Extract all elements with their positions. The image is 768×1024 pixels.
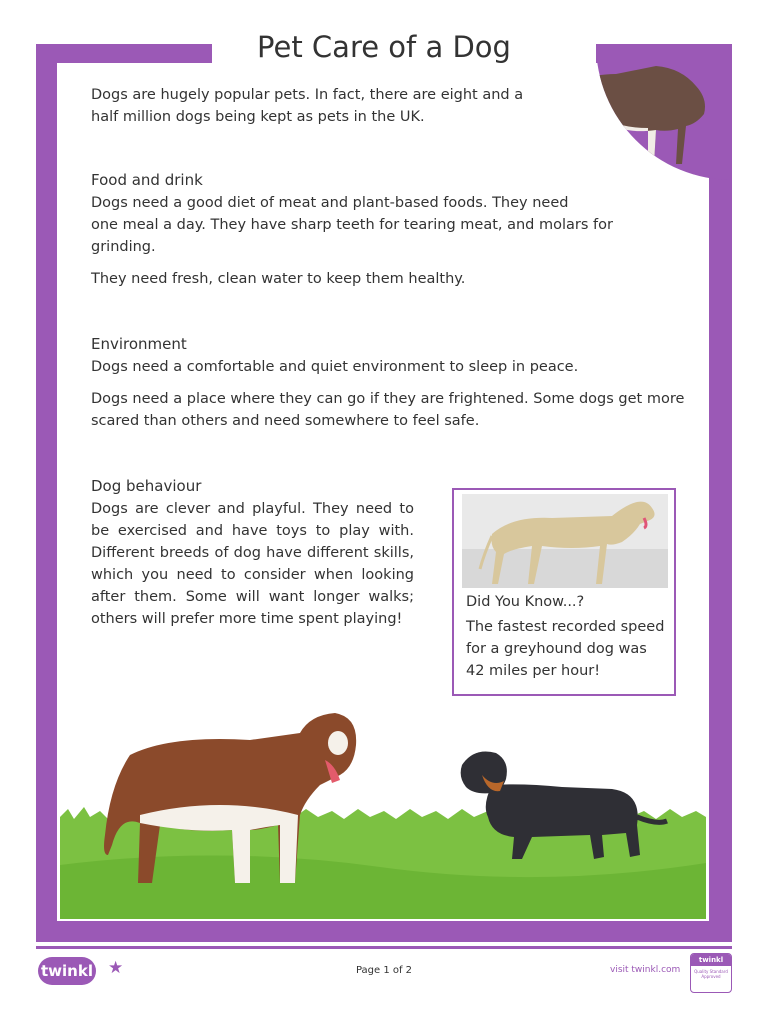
intro-paragraph: Dogs are hugely popular pets. In fact, there are eight and a half million dogs being kept as pets in the UK. (91, 87, 524, 125)
quality-badge (690, 953, 732, 993)
did-you-know-title: Did You Know...? (466, 594, 585, 610)
food-paragraph-line-2: one meal a day. They have sharp teeth for tearing meat, and molars for (91, 217, 613, 233)
environment-paragraph-2-line-1: Dogs need a place where they can go if they are frightened. Some dogs get more (91, 391, 685, 407)
badge-logo: twinkl (691, 954, 731, 966)
dachshund-image (452, 745, 672, 870)
page-title: Pet Care of a Dog (257, 30, 511, 64)
greyhound-image (462, 494, 668, 588)
badge-text: Quality Standard Approved (694, 969, 728, 979)
environment-paragraph-2-line-2: scared than others and need somewhere to feel safe. (91, 413, 480, 429)
food-heading: Food and drink (91, 171, 203, 189)
st-bernard-image (100, 705, 362, 895)
visit-link[interactable]: visit twinkl.com (610, 965, 681, 975)
behaviour-heading: Dog behaviour (91, 477, 202, 495)
food-paragraph-line-1: Dogs need a good diet of meat and plant-based foods. They need (91, 195, 569, 211)
environment-paragraph-1: Dogs need a comfortable and quiet environment to sleep in peace. (91, 359, 579, 375)
did-you-know-box (452, 488, 676, 696)
twinkl-logo[interactable]: twinkl (38, 957, 96, 985)
did-you-know-text: The fastest recorded speed for a greyhound dog was 42 miles per hour! (466, 619, 665, 679)
footer-divider (36, 946, 732, 949)
water-paragraph: They need fresh, clean water to keep them healthy. (91, 271, 466, 287)
page-number: Page 1 of 2 (355, 965, 413, 976)
greyhound-photo (462, 494, 668, 588)
environment-heading: Environment (91, 335, 187, 353)
food-paragraph-line-3: grinding. (91, 239, 156, 255)
behaviour-paragraph: Dogs are clever and playful. They need to be exercised and have toys to play with. Different breeds of dog have different skills, which you need to consider when looking after them. Some will want longer walks; others will prefer more time spent playing! (91, 501, 414, 627)
star-icon: ★ (108, 958, 124, 978)
